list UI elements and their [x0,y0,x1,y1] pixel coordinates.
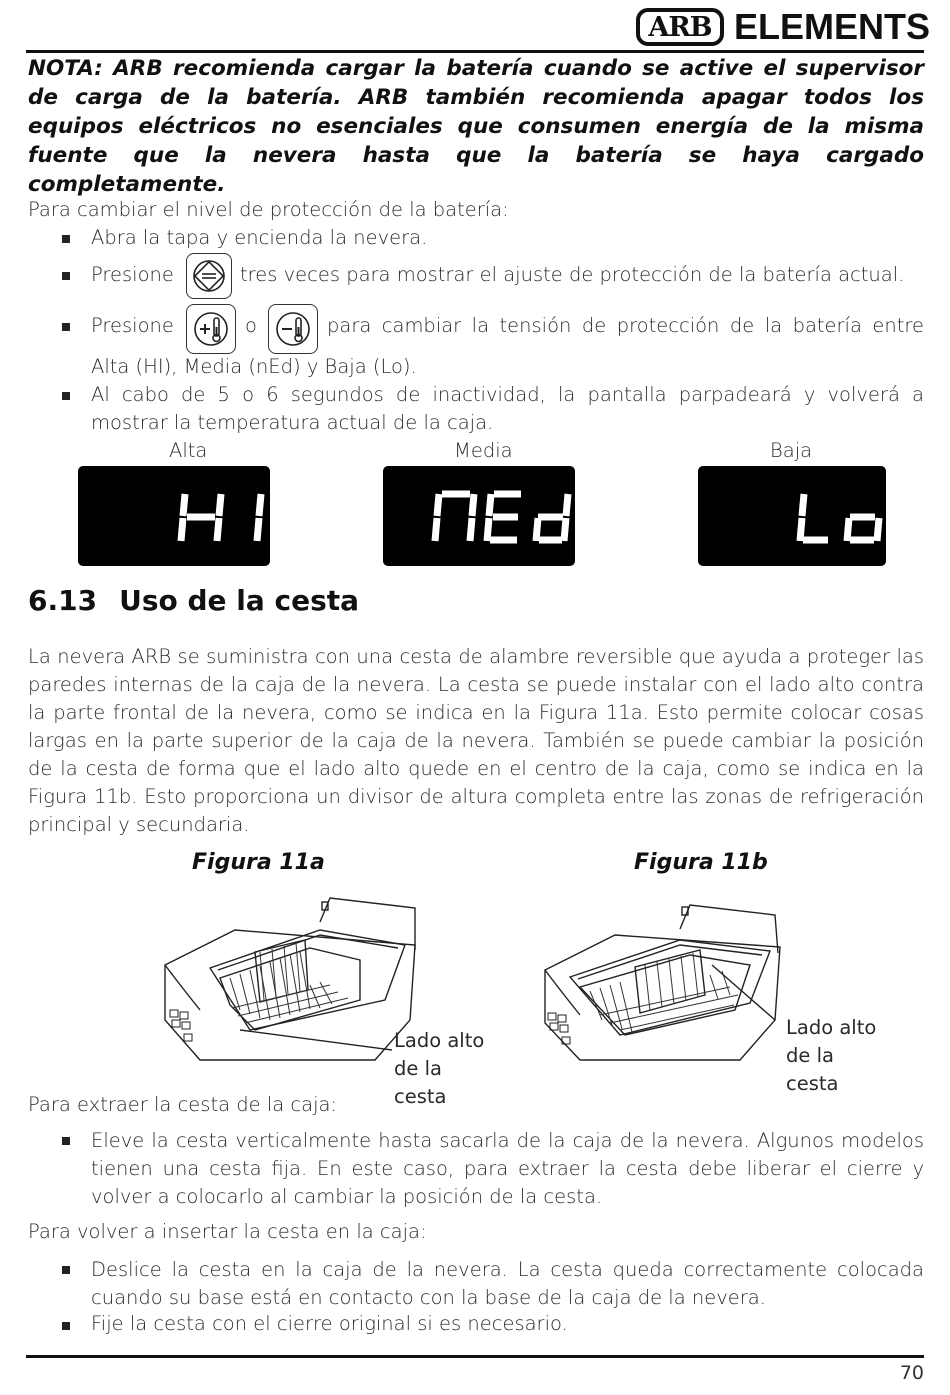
bullet-icon [62,1266,70,1274]
lcd-display-low [698,466,886,566]
figure-11b-illustration [540,895,800,1065]
section-heading [28,584,359,617]
figure-11b-title: Figura 11b [634,850,768,875]
figure-11b-callout [786,1014,876,1098]
temp-minus-icon [268,304,318,354]
section-title: Uso de la cesta [119,584,360,617]
battery-step-3-pre: Presione [91,314,174,337]
battery-step-4-line-1: Al cabo de 5 o 6 segundos de inactividad, la pantalla parpadeará y volverá a [91,383,924,406]
battery-intro: Para cambiar el nivel de protección de la batería: [28,198,509,221]
bullet-icon [62,235,70,243]
bullet-icon [62,272,70,280]
display-label-medium: Media [454,439,513,462]
battery-step-4-line-2: mostrar la temperatura actual de la caja. [91,411,494,434]
battery-step-3-cont: Alta (HI), Media (nEd) y Baja (Lo). [91,355,417,378]
mode-button-icon [186,253,232,299]
temp-plus-icon [186,304,236,354]
logo-text: ARB [648,11,712,43]
footer-rule [26,1355,924,1358]
bullet-icon [62,1322,70,1330]
callout-line: de la [786,1044,834,1067]
header-rule [26,50,924,53]
lcd-display-medium [383,466,575,566]
callout-line: Lado alto [786,1016,877,1039]
arb-logo [636,8,724,46]
bullet-icon [62,323,70,331]
battery-step-3-post: para cambiar la tensión de protección de la batería entre [327,314,924,337]
bullet-icon [62,1137,70,1145]
section-paragraph: La nevera ARB se suministra con una cesta de alambre reversible que ayuda a proteger las paredes internas de la caja de la nevera. La cesta se puede instalar con el lado alto contra la parte frontal de la nevera, como se indica en la Figura 11a. Esto permite colocar cosas largas en la parte superior de la caja de la nevera. También se puede cambiar la posición de la cesta de forma que el lado alto quede en el centro de la caja, como se indica en la Figura 11b. Esto proporciona un divisor de altura completa entre las zonas de refrigeración principal y secundaria. [28,645,924,836]
figure-11a-callout [394,1027,484,1111]
display-label-low: Baja [770,439,813,462]
battery-step-3-mid: o [245,314,257,337]
callout-line: cesta [786,1072,839,1095]
display-label-high: Alta [169,439,208,462]
bullet-icon [62,392,70,400]
nota-paragraph: NOTA: ARB recomienda cargar la batería cuando se active el supervisor de carga de la batería. ARB también recomienda apagar todos los equipos eléctricos no esenciales que consumen energía de la misma fuente que la nevera hasta que la batería se haya cargado completamente. [28,56,924,197]
page-number: 70 [899,1362,924,1384]
section-number: 6.13 [28,584,98,617]
callout-line: cesta [394,1085,447,1108]
battery-step-1: Abra la tapa y encienda la nevera. [91,226,428,249]
extract-intro: Para extraer la cesta de la caja: [28,1093,338,1116]
insert-intro: Para volver a insertar la cesta en la caja: [28,1220,427,1243]
extract-step-1: Eleve la cesta verticalmente hasta sacarla de la caja de la nevera. Algunos modelos tienen una cesta fija. En este caso, para extraer la cesta debe liberar el cierre y volver a colocarlo al cambiar la posición de la cesta. [91,1129,924,1208]
callout-line: de la [394,1057,442,1080]
figure-11a-title: Figura 11a [192,850,325,875]
figure-11a-illustration [160,890,430,1065]
battery-step-2-post: tres veces para mostrar el ajuste de protección de la batería actual. [240,263,905,286]
brand-title: ELEMENTS [734,6,931,47]
insert-step-2: Fije la cesta con el cierre original si es necesario. [91,1312,568,1335]
battery-step-2-pre: Presione [91,263,174,286]
lcd-display-high [78,466,270,566]
insert-step-1: Deslice la cesta en la caja de la nevera. La cesta queda correctamente colocada cuando su base está en contacto con la base de la caja de la nevera. [91,1258,924,1309]
callout-line: Lado alto [394,1029,485,1052]
